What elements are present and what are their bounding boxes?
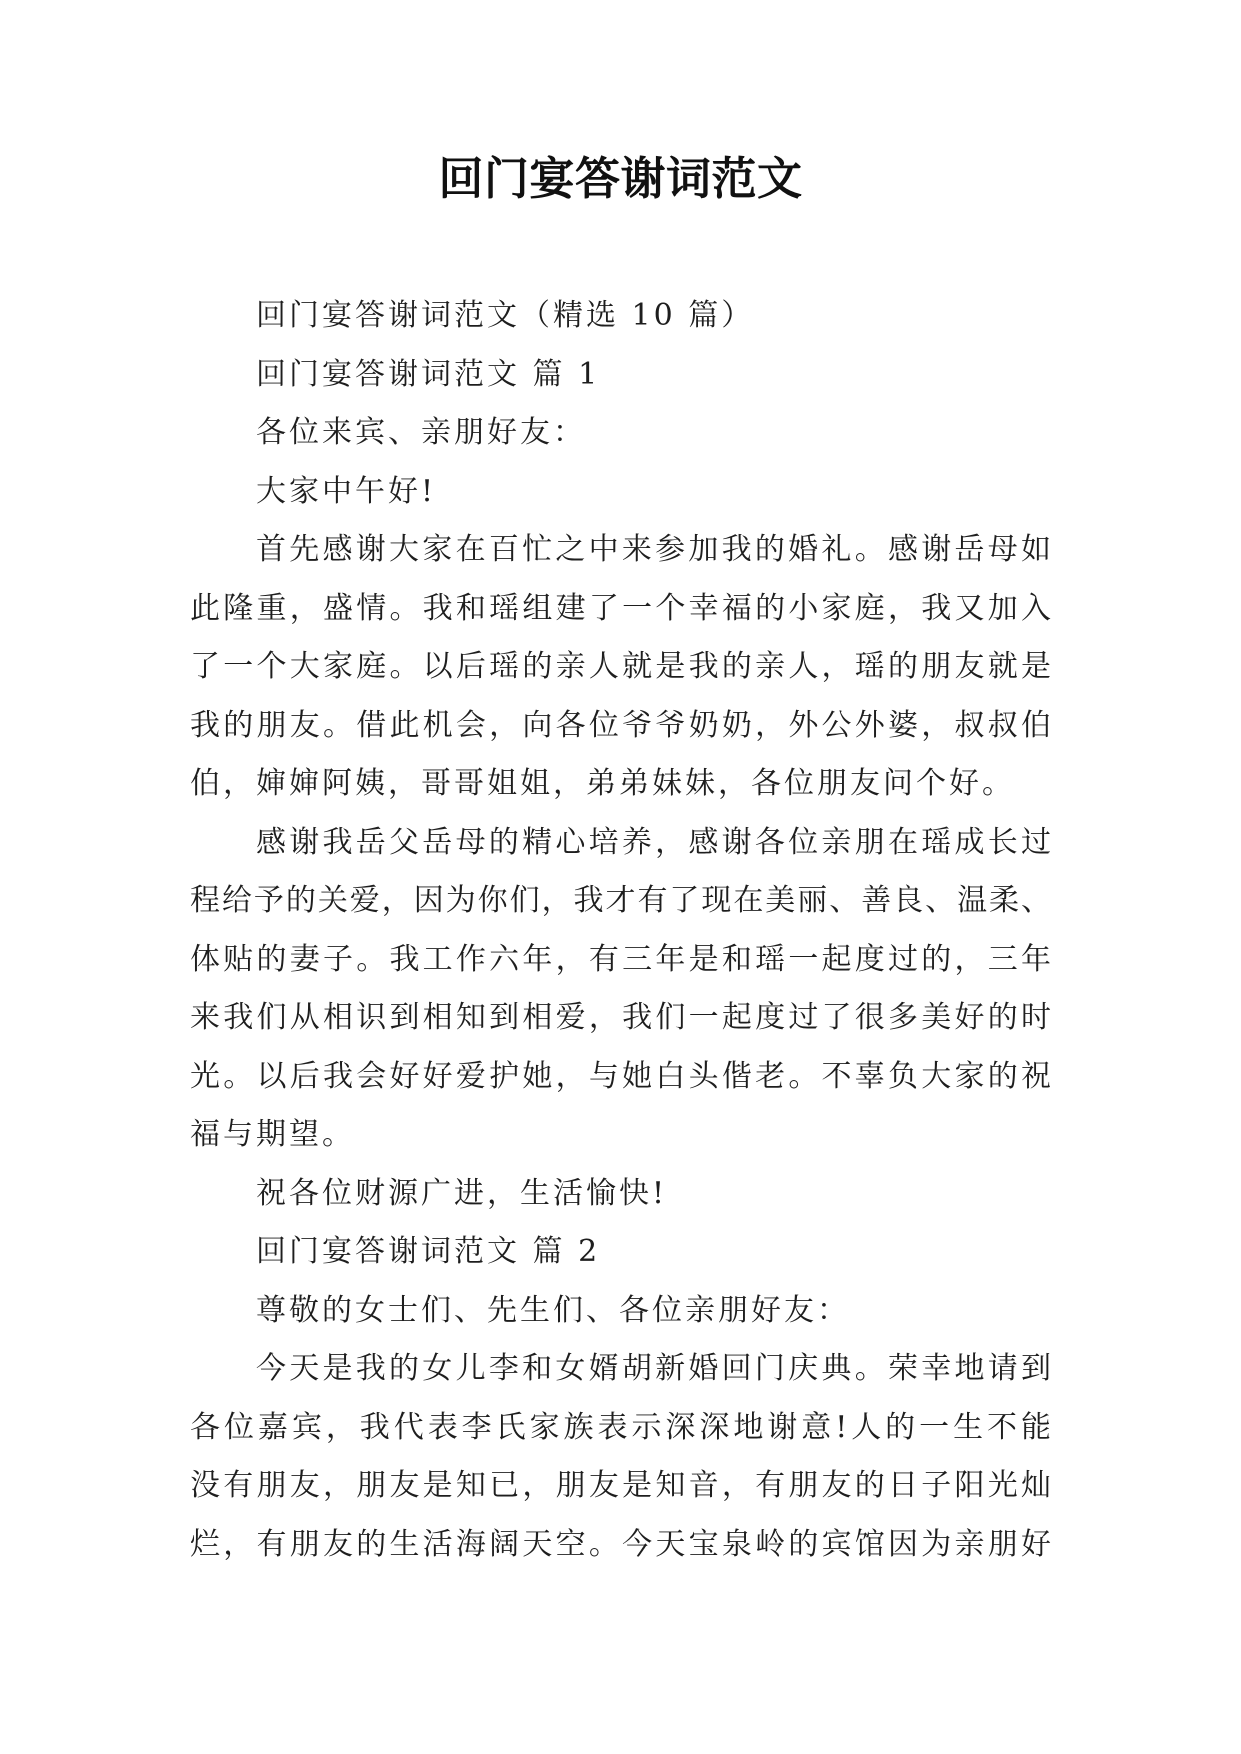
paragraph-line: 我的朋友。借此机会，向各位爷爷奶奶，外公外婆，叔叔伯 bbox=[190, 707, 1051, 743]
section-heading: 回门宴答谢词范文 篇 1 bbox=[256, 356, 601, 392]
paragraph-line: 烂，有朋友的生活海阔天空。今天宝泉岭的宾馆因为亲朋好 bbox=[190, 1526, 1051, 1562]
greeting: 大家中午好! bbox=[256, 473, 437, 509]
salutation: 各位来宾、亲朋好友： bbox=[256, 415, 586, 450]
paragraph-line: 首先感谢大家在百忙之中来参加我的婚礼。感谢岳母如 bbox=[256, 532, 1051, 567]
section bbox=[190, 346, 1051, 1224]
paragraph-line: 各位嘉宾，我代表李氏家族表示深深地谢意!人的一生不能 bbox=[190, 1409, 1051, 1445]
salutation: 尊敬的女士们、先生们、各位亲朋好友： bbox=[256, 1292, 850, 1328]
paragraph-line: 体贴的妻子。我工作六年，有三年是和瑶一起度过的，三年 bbox=[190, 941, 1051, 977]
closing: 祝各位财源广进，生活愉快! bbox=[256, 1175, 668, 1211]
paragraph bbox=[190, 521, 1051, 814]
paragraph-line: 没有朋友，朋友是知已，朋友是知音，有朋友的日子阳光灿 bbox=[190, 1468, 1051, 1503]
paragraph-line: 程给予的关爱，因为你们，我才有了现在美丽、善良、温柔、 bbox=[190, 883, 1051, 918]
paragraph-line: 福与期望。 bbox=[190, 1117, 355, 1152]
paragraph-line: 了一个大家庭。以后瑶的亲人就是我的亲人，瑶的朋友就是 bbox=[190, 649, 1051, 684]
document-subtitle: 回门宴答谢词范文（精选 10 篇） bbox=[256, 298, 755, 333]
paragraph-line: 此隆重，盛情。我和瑶组建了一个幸福的小家庭，我又加入 bbox=[190, 590, 1051, 626]
paragraph-line: 光。以后我会好好爱护她，与她白头偕老。不辜负大家的祝 bbox=[190, 1058, 1051, 1094]
section bbox=[190, 1223, 1051, 1574]
document-body bbox=[190, 287, 1051, 1574]
paragraph bbox=[190, 1340, 1051, 1574]
paragraph-line: 来我们从相识到相知到相爱，我们一起度过了很多美好的时 bbox=[190, 1000, 1051, 1035]
paragraph-line: 今天是我的女儿李和女婿胡新婚回门庆典。荣幸地请到 bbox=[256, 1351, 1051, 1386]
paragraph-line: 伯，婶婶阿姨，哥哥姐姐，弟弟妹妹，各位朋友问个好。 bbox=[190, 766, 1015, 801]
paragraph bbox=[190, 814, 1051, 1165]
document-title: 回门宴答谢词范文 bbox=[438, 152, 803, 205]
section-heading: 回门宴答谢词范文 篇 2 bbox=[256, 1234, 601, 1269]
paragraph-line: 感谢我岳父岳母的精心培养，感谢各位亲朋在瑶成长过 bbox=[256, 824, 1051, 860]
